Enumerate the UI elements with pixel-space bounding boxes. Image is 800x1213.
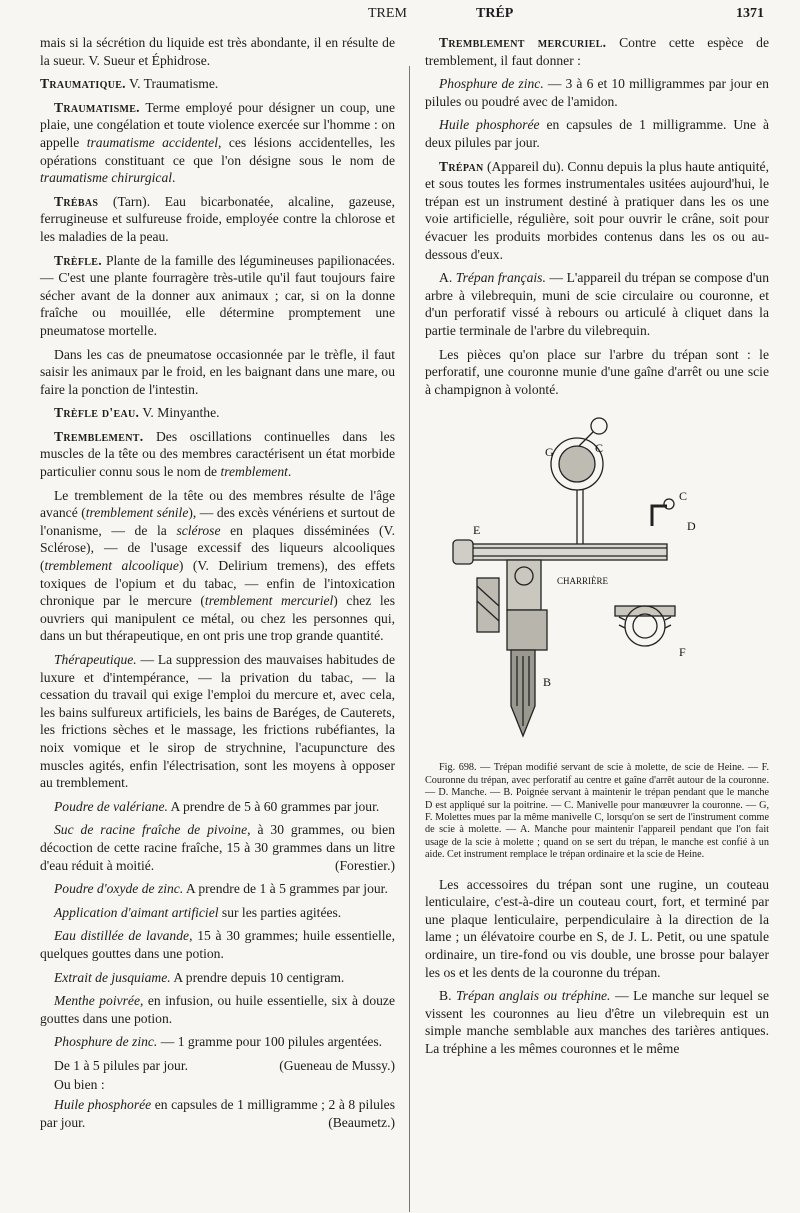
trepan-illustration bbox=[447, 406, 747, 756]
entry-text: , 15 à 30 grammes; huile essentielle, quelques gouttes dans une potion. bbox=[40, 928, 395, 961]
entry-text: . bbox=[287, 464, 292, 480]
remedy-huile bbox=[40, 1096, 395, 1131]
entry-text: en capsules de 1 milligramme ; 2 à 8 pilules par jour. bbox=[40, 1097, 396, 1130]
label-f: F bbox=[679, 645, 686, 660]
entry-text: De 1 à 5 pilules par jour. bbox=[54, 1057, 189, 1073]
entry-text: Le tremblement de la tête ou des membres résulte de l'âge avancé ( bbox=[40, 487, 395, 521]
label-g: G bbox=[545, 445, 554, 460]
arbre-shaft bbox=[467, 544, 667, 560]
remedy-aimant bbox=[40, 904, 395, 922]
entry-text: A prendre depuis 10 centigram. bbox=[170, 969, 345, 985]
italic-term: sclérose bbox=[176, 522, 221, 538]
headword: Trèfle d'eau. bbox=[54, 405, 140, 421]
label-c-right: C bbox=[679, 489, 688, 504]
italic-term: Trépan anglais ou tréphine. bbox=[456, 988, 611, 1004]
running-header bbox=[0, 6, 800, 30]
remedy-name: Application d'aimant artificiel bbox=[54, 904, 219, 920]
italic-term: traumatisme accidentel bbox=[86, 134, 218, 150]
section-label: A. bbox=[439, 270, 456, 286]
manche-d bbox=[477, 578, 499, 632]
remedy-name: Huile phosphorée bbox=[439, 117, 540, 133]
headword: Trébas bbox=[54, 193, 99, 209]
label-b: B bbox=[543, 675, 552, 690]
entry-text: A prendre de 5 à 60 grammes par jour. bbox=[167, 798, 380, 814]
remedy-name: Menthe poivrée bbox=[54, 993, 140, 1009]
reference: (Forestier.) bbox=[334, 857, 395, 873]
headword: Trèfle. bbox=[54, 252, 102, 268]
entry-text: ) (V. Delirium tremens), des effets toxiques de l'opium et du tabac, — enfin de l'intoxication chronique par le mercure ( bbox=[40, 558, 396, 609]
entry-text: (Appareil du). Connu depuis la plus haute antiquité, et sous toutes les formes instrumentales usitées aujourd'hui, le trépan est un instrument destiné à pratiquer dans les os une voie artificielle, régulière, soit pour ouvrir le crâne, soit pour évacuer les produits morbides contenus dans les os ou au-dessous d'eux. bbox=[425, 158, 769, 262]
remedy-name: Poudre d'oxyde de zinc. bbox=[54, 881, 184, 897]
italic-term: tremblement bbox=[220, 464, 288, 480]
accessoires-paragraph: Les accessoires du trépan sont une rugine, un couteau lenticulaire, c'est-à-dire un couteau court, fort, et terminé par une plaque lenticulaire, perpendiculaire à la direction de la lame ; un élévatoire courbe en S, de J. L. Petit, ou une spatule ordinaire, un tire-fond ou vis double, une brosse pour balayer les os et les dents de la couronne du trépan. bbox=[425, 876, 769, 980]
entry-text: ) chez les ouvriers qui manipulent ce métal, ou chez les personnes qui, dans un but thérapeutique, en ont pris une trop grande quantité. bbox=[40, 593, 395, 644]
handle-a bbox=[453, 540, 473, 564]
headword: Traumatisme. bbox=[54, 99, 140, 115]
header-center-word: TRÉP bbox=[476, 6, 514, 21]
entry-text: — La suppression des mauvaises habitudes de luxure et d'intempérance, — la privation du tabac, — la cessation du travail qui exige l'emploi du mercure et, avec cela, les bains sulfureux artificiels, les bains de Baréges, de Cauterets, les frictions sèches et le massage, les frictions rubéfiantes, la noix vomique et le sirop de strychnine, l'acupuncture des muscles agités, enfin l'électrisation, sont les moyens à opposer au tremblement. bbox=[40, 652, 395, 791]
italic-term: Trépan français. bbox=[455, 270, 546, 286]
entry-tremblement-mercuriel bbox=[425, 34, 769, 69]
maker-mark: CHARRIÈRE bbox=[557, 576, 609, 587]
entry-text: — 3 à 6 et 10 milligrammes par jour en pilules ou poudré avec de l'amidon. bbox=[425, 76, 769, 109]
remedy-name: Extrait de jusquiame. bbox=[54, 969, 171, 985]
entry-tremblement bbox=[40, 428, 395, 481]
entry-text: V. Traumatisme. bbox=[125, 76, 219, 92]
headword: Trépan bbox=[439, 158, 484, 174]
entry-trebas bbox=[40, 193, 395, 246]
remedy-huile-phosphoree bbox=[425, 116, 769, 151]
trepan-francais bbox=[425, 269, 769, 339]
remedy-phosphure-zinc bbox=[425, 75, 769, 110]
entry-text: Contre cette espèce de tremblement, il faut donner : bbox=[425, 35, 769, 68]
remedy-phosphure bbox=[40, 1033, 395, 1051]
entry-text: en capsules de 1 milligramme. Une à deux pilules par jour. bbox=[425, 117, 769, 150]
paragraph-continuation: mais si la sécrétion du liquide est très abondante, il en résulte de la sueur. V. Sueur et Éphidrose. bbox=[40, 35, 395, 68]
entry-text: — L'appareil du trépan se compose d'un arbre à vilebrequin, muni de scie circulaire ou couronne, et d'un perforatif vissé à rebours ou articulé à cliquet dans la partie terminale de l'arbre du vilebrequin. bbox=[425, 270, 769, 338]
entry-trepan bbox=[425, 158, 769, 264]
italic-term: tremblement alcoolique bbox=[44, 558, 179, 574]
entry-text: . bbox=[172, 170, 176, 186]
entry-text: (Tarn). Eau bicarbonatée, alcaline, gazeuse, ferrugineuse et sulfureuse froide, employée contre la chlorose et les maladies de la peau. bbox=[40, 193, 395, 244]
right-column bbox=[425, 34, 769, 1063]
headword: Traumatique. bbox=[40, 76, 126, 92]
tremblement-causes bbox=[40, 487, 395, 645]
italic-term: tremblement sénile bbox=[85, 505, 189, 521]
entry-text: Des oscillations continuelles dans les muscles de la tête ou des membres caractérisent un état morbide particulier connu sous le nom de bbox=[40, 428, 395, 480]
remedy-name: Eau distillée de lavande bbox=[54, 928, 190, 944]
header-left-word: TREM bbox=[368, 6, 407, 21]
trepan-anglais bbox=[425, 987, 769, 1057]
reference: (Beaumetz.) bbox=[328, 1114, 395, 1130]
ou-bien: Ou bien : bbox=[54, 1077, 105, 1093]
italic-term: tremblement mercuriel bbox=[204, 593, 334, 609]
remedy-name: Phosphure de zinc. bbox=[54, 1034, 158, 1050]
remedy-menthe bbox=[40, 992, 395, 1027]
entry-text: V. Minyanthe. bbox=[139, 405, 220, 421]
entry-text: Terme employé pour désigner un coup, une plaie, une congélation et toute violence exercée sur l'homme : on appelle bbox=[40, 99, 395, 150]
entry-text: — Le manche sur lequel se vissent les couronnes au lieu d'être un vilebrequin est un simple manche semblable aux manches des tarières antiques. La tréphine a les mêmes couronnes et le même bbox=[425, 988, 769, 1056]
entry-text: en plaques disséminées (V. Sclérose), — de l'usage excessif des liqueurs alcooliques ( bbox=[40, 522, 395, 574]
trepan-figure bbox=[425, 406, 769, 756]
pilules-dosage bbox=[40, 1057, 395, 1075]
page-number: 1371 bbox=[736, 6, 764, 21]
remedy-name: Suc de racine fraîche de pivoine bbox=[54, 822, 248, 838]
crank-knob bbox=[591, 418, 607, 434]
entry-text: sur les parties agitées. bbox=[218, 904, 342, 920]
entry-text: ), — des excès vénériens et surtout de l'onanisme, — de la bbox=[40, 505, 395, 538]
entry-traumatique bbox=[40, 75, 395, 93]
entry-text: Plante de la famille des légumineuses papilionacées. — C'est une plante fourragère très-utile qu'il faut toujours faire sécher avant de la donner aux animaux ; car, si on la donne fraîche ou mouillée, elle détermine promptement une pneumatose mortelle. bbox=[40, 252, 395, 338]
column-divider bbox=[409, 66, 410, 1212]
subheading: Thérapeutique. bbox=[54, 652, 137, 667]
remedy-name: Huile phosphorée bbox=[54, 1097, 152, 1113]
remedy-name: Poudre de valériane. bbox=[54, 798, 168, 814]
label-c-top: C bbox=[595, 441, 604, 456]
entry-text: A prendre de 1 à 5 grammes par jour. bbox=[183, 881, 388, 897]
trepan-pieces: Les pièces qu'on place sur l'arbre du trépan sont : le perforatif, une couronne munie d'une gaîne d'arrêt ou une scie à champignon à volonté. bbox=[425, 346, 769, 397]
entry-text: , en infusion, ou huile essentielle, six à douze gouttes dans une potion. bbox=[40, 993, 395, 1026]
remedy-jusquiame bbox=[40, 969, 395, 987]
remedy-valeriane bbox=[40, 798, 395, 816]
label-d: D bbox=[687, 519, 696, 534]
reference: (Gueneau de Mussy.) bbox=[279, 1057, 395, 1073]
remedy-lavande bbox=[40, 927, 395, 962]
figure-caption: Fig. 698. — Trépan modifié servant de scie à molette, de scie de Heine. — F. Couronne du trépan, avec perforatif au centre et gaîne d'arrêt autour de la couronne. — D. Manche. — B. Poignée servant à maintenir le trépan pendant que le manche D est appliqué sur la poitrine. — C. Manivelle pour manœuvrer la couronne. — G, F. Molettes mues par la même manivelle C, lorsqu'on se sert de l'instrument comme de scie à molette. — A. Manche pour maintenir l'appareil pendant que l'on fait usage de la scie à molette ; quand on se sert du trépan, le manche est confié à un aide. Cet instrument remplace le trépan ordinaire et la scie de Heine. bbox=[425, 762, 769, 861]
entry-text: , ces lésions accidentelles, les opérations constituant ce que l'on désigne sous le nom de bbox=[40, 134, 395, 168]
left-column bbox=[40, 34, 395, 1131]
section-label: B. bbox=[439, 988, 456, 1004]
entry-text: , à 30 grammes, ou bien décoction de cette racine fraîche, 15 à 30 grammes dans un litre d'eau réduit à moitié. bbox=[40, 822, 395, 873]
entry-text: — 1 gramme pour 100 pilules argentées. bbox=[157, 1034, 383, 1050]
remedy-pivoine bbox=[40, 821, 395, 874]
headword: Tremblement mercuriel. bbox=[439, 35, 607, 50]
remedy-zinc bbox=[40, 880, 395, 898]
headword: Tremblement. bbox=[54, 428, 144, 444]
label-e: E bbox=[473, 523, 481, 538]
entry-trefle-eau bbox=[40, 404, 395, 422]
therapeutique bbox=[40, 651, 395, 792]
entry-traumatisme bbox=[40, 99, 395, 187]
remedy-name: Phosphure de zinc. bbox=[439, 76, 544, 92]
entry-trefle bbox=[40, 252, 395, 340]
italic-term: traumatisme chirurgical bbox=[40, 170, 173, 186]
entry-trefle-p2: Dans les cas de pneumatose occasionnée par le trèfle, il faut saisir les animaux par le froid, en les baignant dans une mare, ou faire la ponction de l'intestin. bbox=[40, 346, 395, 397]
